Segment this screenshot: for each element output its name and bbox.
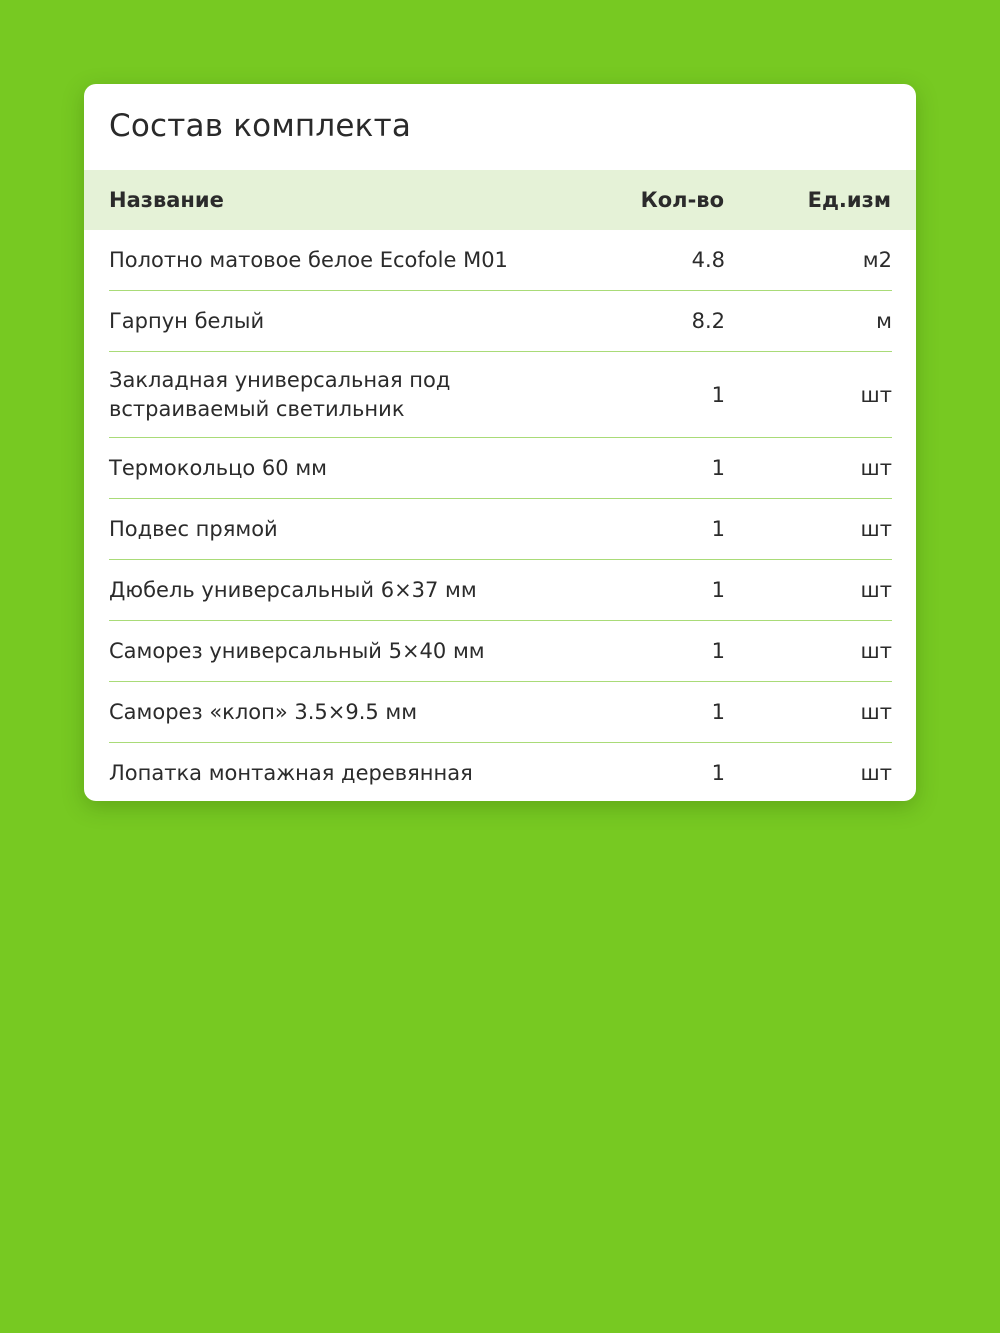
column-header-unit: Ед.изм (807, 188, 891, 212)
item-unit: шт (860, 578, 892, 602)
item-name: Полотно матовое белое Ecofole M01 (109, 247, 508, 272)
table-body (109, 230, 892, 801)
table-row (109, 230, 892, 291)
item-name: Термокольцо 60 мм (109, 455, 327, 480)
item-name: Подвес прямой (109, 516, 278, 541)
table-row (109, 682, 892, 743)
item-qty: 1 (711, 382, 725, 407)
column-header-qty: Кол-во (640, 188, 724, 212)
table-row (109, 499, 892, 560)
column-header-name: Название (109, 188, 224, 212)
item-qty: 8.2 (691, 309, 725, 333)
item-qty: 1 (711, 578, 725, 602)
table-row (109, 352, 892, 438)
kit-composition-card (84, 84, 916, 801)
item-unit: м (876, 309, 892, 333)
item-unit: шт (860, 517, 892, 541)
item-qty: 1 (711, 456, 725, 480)
item-qty: 1 (711, 639, 725, 663)
item-unit: шт (860, 456, 892, 480)
item-unit: шт (860, 382, 892, 407)
item-qty: 1 (711, 517, 725, 541)
table-header (84, 170, 916, 230)
table-row (109, 743, 892, 801)
item-unit: шт (860, 761, 892, 785)
table-row (109, 560, 892, 621)
item-unit: шт (860, 639, 892, 663)
table-row (109, 291, 892, 352)
item-qty: 1 (711, 700, 725, 724)
card-title: Состав комплекта (109, 108, 412, 144)
table-row (109, 621, 892, 682)
item-name: Саморез универсальный 5×40 мм (109, 638, 485, 663)
item-name: Закладная универсальная под встраиваемый светильник (109, 367, 451, 421)
item-qty: 1 (711, 761, 725, 785)
item-unit: шт (860, 700, 892, 724)
item-name: Дюбель универсальный 6×37 мм (109, 577, 477, 602)
item-name: Лопатка монтажная деревянная (109, 760, 473, 785)
item-name: Гарпун белый (109, 308, 265, 333)
table-row (109, 438, 892, 499)
item-unit: м2 (862, 248, 892, 272)
item-qty: 4.8 (691, 248, 725, 272)
item-name: Саморез «клоп» 3.5×9.5 мм (109, 699, 418, 724)
